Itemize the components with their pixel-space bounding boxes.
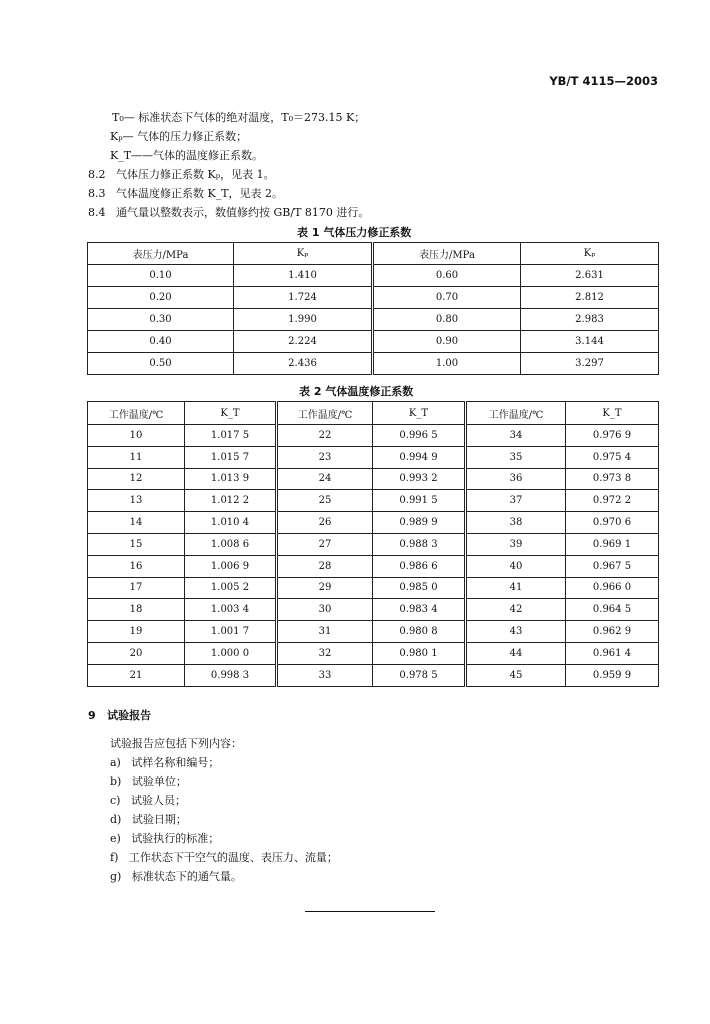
- list-item-label: f): [110, 851, 119, 864]
- table-cell: 3.297: [521, 353, 659, 375]
- column-header: K_T: [373, 402, 466, 425]
- clause-text: 气体温度修正系数 K_T，见表 2。: [116, 187, 284, 200]
- table-cell: 0.959 9: [566, 664, 659, 686]
- table-cell: 1.003 4: [185, 599, 277, 621]
- column-header: K_T: [566, 402, 659, 425]
- list-item: [110, 793, 186, 808]
- table-cell: 34: [466, 425, 566, 447]
- list-item-label: b): [110, 775, 122, 788]
- definition-kt: K_T——气体的温度修正系数。: [110, 149, 264, 162]
- table-cell: 0.980 8: [373, 621, 466, 643]
- table-cell: 45: [466, 664, 566, 686]
- table-cell: 27: [277, 533, 373, 555]
- table-cell: 11: [88, 446, 185, 468]
- table-cell: 15: [88, 533, 185, 555]
- table-cell: 24: [277, 468, 373, 490]
- list-item-text: 试样名称和编号；: [131, 756, 220, 769]
- list-item-text: 工作状态下干空气的温度、表压力、流量；: [128, 851, 338, 864]
- table-cell: 1.013 9: [185, 468, 277, 490]
- table-cell: 29: [277, 577, 373, 599]
- definition-kp: Kₚ— 气体的压力修正系数；: [110, 130, 248, 143]
- table-cell: 1.005 2: [185, 577, 277, 599]
- table-cell: 0.998 3: [185, 664, 277, 686]
- column-header: K_T: [185, 402, 277, 425]
- table-cell: 1.017 5: [185, 425, 277, 447]
- table-header-row: [88, 243, 659, 265]
- table-cell: 1.410: [234, 265, 373, 287]
- pressure-correction-table: [87, 242, 659, 375]
- section9-heading: [88, 707, 151, 723]
- list-item-label: e): [110, 832, 121, 845]
- list-item: [110, 850, 338, 865]
- table-row: [88, 642, 659, 664]
- table-cell: 41: [466, 577, 566, 599]
- table-cell: 33: [277, 664, 373, 686]
- table-cell: 0.986 6: [373, 555, 466, 577]
- table-cell: 39: [466, 533, 566, 555]
- clause-text: 气体压力修正系数 Kₚ，见表 1。: [116, 168, 275, 181]
- table-cell: 0.994 9: [373, 446, 466, 468]
- table-cell: 1.010 4: [185, 512, 277, 534]
- table-cell: 0.985 0: [373, 577, 466, 599]
- table-cell: 38: [466, 512, 566, 534]
- table-cell: 1.008 6: [185, 533, 277, 555]
- table-cell: 43: [466, 621, 566, 643]
- list-item-label: c): [110, 794, 121, 807]
- table-cell: 0.967 5: [566, 555, 659, 577]
- table-cell: 0.60: [373, 265, 521, 287]
- table-row: [88, 425, 659, 447]
- table-row: [88, 599, 659, 621]
- table-cell: 12: [88, 468, 185, 490]
- list-item: [110, 831, 219, 846]
- table-cell: 0.993 2: [373, 468, 466, 490]
- table-cell: 0.989 9: [373, 512, 466, 534]
- table-row: [88, 309, 659, 331]
- table-row: [88, 555, 659, 577]
- table-cell: 2.983: [521, 309, 659, 331]
- clause-8-3: [88, 186, 283, 201]
- column-header: 工作温度/℃: [466, 402, 566, 425]
- section-title: 试验报告: [107, 709, 152, 722]
- table-cell: 0.10: [88, 265, 234, 287]
- table-cell: 0.40: [88, 331, 234, 353]
- table-header-row: [88, 402, 659, 425]
- table-cell: 2.224: [234, 331, 373, 353]
- section9-intro: 试验报告应包括下列内容：: [110, 737, 242, 750]
- column-header: 表压力/MPa: [88, 243, 234, 265]
- table-cell: 0.90: [373, 331, 521, 353]
- table-cell: 25: [277, 490, 373, 512]
- table-cell: 1.001 7: [185, 621, 277, 643]
- list-item-label: a): [110, 756, 121, 769]
- table-cell: 1.00: [373, 353, 521, 375]
- table-cell: 35: [466, 446, 566, 468]
- table-cell: 0.70: [373, 287, 521, 309]
- column-header: 表压力/MPa: [373, 243, 521, 265]
- list-item: [110, 869, 242, 884]
- temperature-correction-table: [87, 401, 659, 687]
- table-cell: 40: [466, 555, 566, 577]
- table-cell: 0.970 6: [566, 512, 659, 534]
- table-cell: 19: [88, 621, 185, 643]
- table-cell: 0.964 5: [566, 599, 659, 621]
- list-item: [110, 812, 187, 827]
- list-item-text: 试验人员；: [130, 794, 186, 807]
- column-header: Kₚ: [521, 243, 659, 265]
- table-cell: 0.969 1: [566, 533, 659, 555]
- table-row: [88, 468, 659, 490]
- table-row: [88, 490, 659, 512]
- clause-number: 8.4: [88, 206, 106, 219]
- list-item-text: 试验执行的标准；: [131, 832, 220, 845]
- table-cell: 32: [277, 642, 373, 664]
- clause-8-4: [88, 205, 369, 220]
- table-cell: 1.015 7: [185, 446, 277, 468]
- table-cell: 0.976 9: [566, 425, 659, 447]
- clause-number: 8.3: [88, 187, 106, 200]
- table-cell: 10: [88, 425, 185, 447]
- table-cell: 0.978 5: [373, 664, 466, 686]
- table-cell: 0.961 4: [566, 642, 659, 664]
- column-header: 工作温度/℃: [88, 402, 185, 425]
- table-cell: 2.436: [234, 353, 373, 375]
- table-row: [88, 446, 659, 468]
- table-cell: 3.144: [521, 331, 659, 353]
- table-cell: 0.50: [88, 353, 234, 375]
- list-item-text: 试验单位；: [131, 775, 187, 788]
- end-rule: [305, 911, 435, 912]
- table-row: [88, 577, 659, 599]
- clause-8-2: [88, 167, 275, 182]
- table-row: [88, 664, 659, 686]
- table-cell: 44: [466, 642, 566, 664]
- table-cell: 2.812: [521, 287, 659, 309]
- list-item: [110, 755, 219, 770]
- section-number: 9: [88, 709, 96, 722]
- standard-code: YB/T 4115—2003: [549, 74, 658, 88]
- table-cell: 1.724: [234, 287, 373, 309]
- table-cell: 0.30: [88, 309, 234, 331]
- table-row: [88, 621, 659, 643]
- table-row: [88, 353, 659, 375]
- table-cell: 1.012 2: [185, 490, 277, 512]
- table-cell: 0.80: [373, 309, 521, 331]
- table-cell: 0.983 4: [373, 599, 466, 621]
- table-cell: 0.991 5: [373, 490, 466, 512]
- table-cell: 13: [88, 490, 185, 512]
- list-item-text: 试验日期；: [131, 813, 187, 826]
- table-cell: 21: [88, 664, 185, 686]
- table-cell: 1.000 0: [185, 642, 277, 664]
- table-cell: 36: [466, 468, 566, 490]
- table-cell: 0.962 9: [566, 621, 659, 643]
- table-row: [88, 287, 659, 309]
- table-row: [88, 533, 659, 555]
- list-item: [110, 774, 187, 789]
- definition-t0: T₀— 标准状态下气体的绝对温度，T₀＝273.15 K；: [112, 111, 366, 124]
- list-item-label: d): [110, 813, 122, 826]
- table1-caption: 表 1 气体压力修正系数: [297, 226, 412, 239]
- table-cell: 0.980 1: [373, 642, 466, 664]
- table-cell: 42: [466, 599, 566, 621]
- table-cell: 17: [88, 577, 185, 599]
- table-cell: 1.990: [234, 309, 373, 331]
- table-row: [88, 331, 659, 353]
- table2-caption: 表 2 气体温度修正系数: [299, 385, 414, 398]
- table-cell: 18: [88, 599, 185, 621]
- table-cell: 37: [466, 490, 566, 512]
- table-cell: 28: [277, 555, 373, 577]
- table-cell: 30: [277, 599, 373, 621]
- clause-number: 8.2: [88, 168, 106, 181]
- list-item-label: g): [110, 870, 122, 883]
- table-cell: 14: [88, 512, 185, 534]
- table-row: [88, 512, 659, 534]
- table-cell: 0.972 2: [566, 490, 659, 512]
- table-cell: 22: [277, 425, 373, 447]
- table-cell: 0.973 8: [566, 468, 659, 490]
- table-cell: 0.966 0: [566, 577, 659, 599]
- clause-text: 通气量以整数表示，数值修约按 GB/T 8170 进行。: [116, 206, 370, 219]
- table-cell: 20: [88, 642, 185, 664]
- table-cell: 0.975 4: [566, 446, 659, 468]
- column-header: 工作温度/℃: [277, 402, 373, 425]
- table-cell: 2.631: [521, 265, 659, 287]
- table-row: [88, 265, 659, 287]
- table-cell: 0.996 5: [373, 425, 466, 447]
- table-cell: 31: [277, 621, 373, 643]
- column-header: Kₚ: [234, 243, 373, 265]
- table-cell: 0.988 3: [373, 533, 466, 555]
- table-cell: 23: [277, 446, 373, 468]
- table-cell: 16: [88, 555, 185, 577]
- list-item-text: 标准状态下的通气量。: [131, 870, 242, 883]
- table-cell: 0.20: [88, 287, 234, 309]
- table-cell: 1.006 9: [185, 555, 277, 577]
- table-cell: 26: [277, 512, 373, 534]
